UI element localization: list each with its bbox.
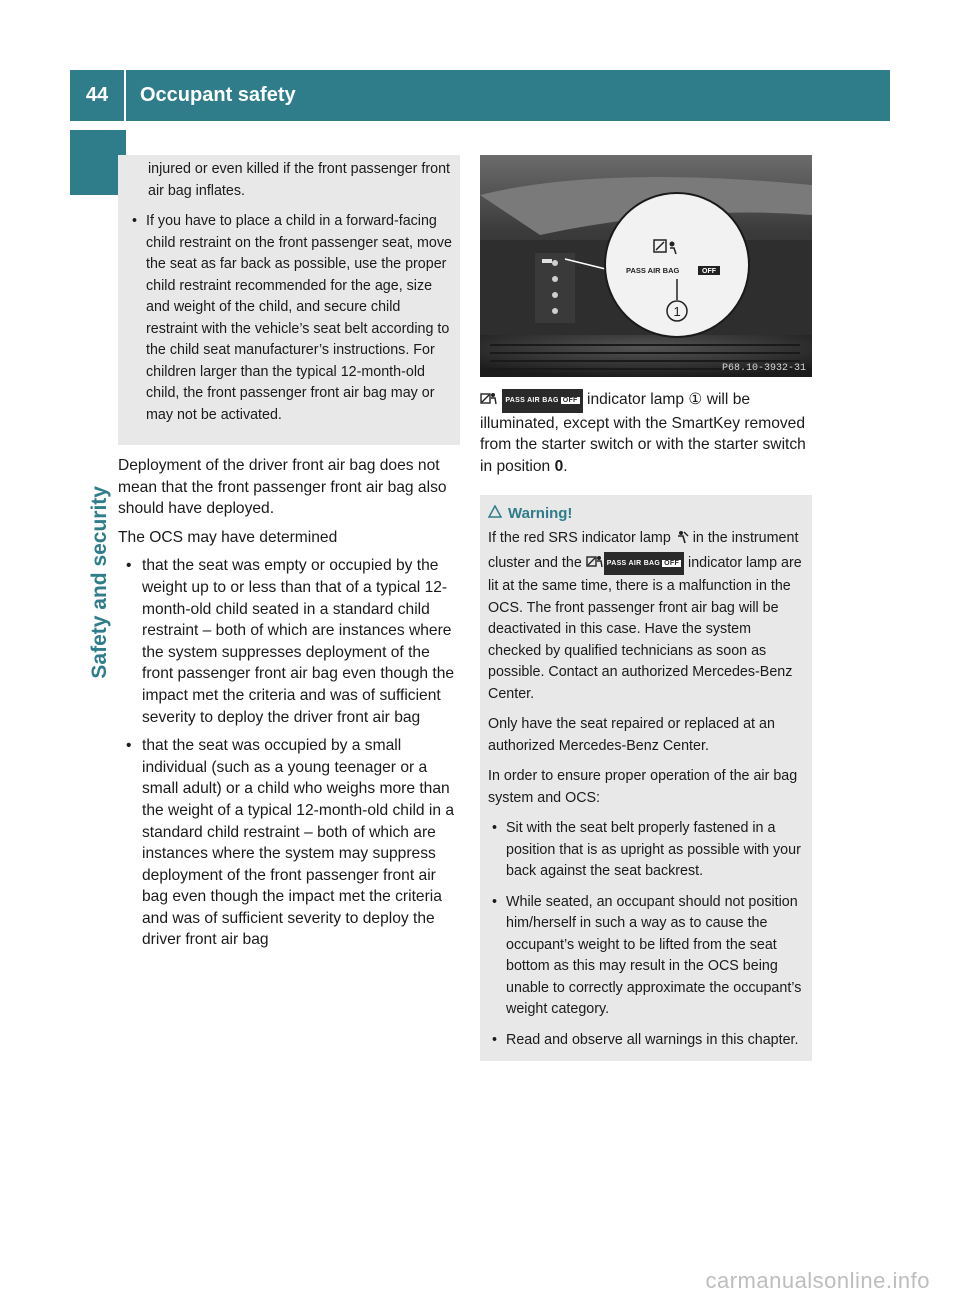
warning-paragraph: Only have the seat repaired or replaced at an authorized Mercedes-Benz Center. — [488, 716, 775, 754]
warning-box — [480, 495, 812, 1061]
pass-air-bag-off-icon: PASS AIR BAG OFF — [502, 389, 582, 413]
list-item: • that the seat was occupied by a small individual (such as a young teenager or a small adult) or a child who weighs more than the weight of a typical 12-month-old child in a standard child restraint – both of which are instances where the system may suppress deployment of the front passenger front air bag even though the impact met the criteria and was of sufficient severity to deploy the driver front air bag — [118, 735, 460, 951]
page-number: 44 — [70, 70, 126, 121]
indicator-paragraph: PASS AIR BAG OFF indicator lamp ① will be illuminated, except with the SmartKey removed from the starter switch or with the starter switch in position 0. — [480, 391, 806, 475]
warning-triangle-icon — [488, 505, 502, 522]
box-continued-text: injured or even killed if the front passenger front air bag inflates. — [148, 161, 450, 199]
callout-number: 1 — [673, 304, 681, 319]
warning-list-item: • Sit with the seat belt properly fastened in a position that is as upright as possible with your back against the seat backrest. — [492, 818, 804, 883]
warning-list-item: • While seated, an occupant should not position him/herself in such a way as to cause the occupant’s weight to be lifted from the seat bottom as this may result in the OCS being unable to correctly approximate the occupant’s weight category. — [492, 892, 804, 1021]
pass-air-bag-off-icon: PASS AIR BAG OFF — [604, 552, 684, 576]
callout-ref: ① — [688, 391, 703, 408]
warning-list-item: • Read and observe all warnings in this chapter. — [492, 1030, 804, 1052]
indicator-photo — [480, 155, 812, 377]
occupant-status-icon — [480, 391, 498, 413]
page-title: Occupant safety — [140, 84, 296, 106]
dashboard-illustration — [480, 155, 812, 377]
right-column — [480, 155, 812, 1061]
section-label: Safety and security — [88, 486, 111, 679]
watermark: carmanualsonline.info — [705, 1268, 930, 1293]
occupant-status-icon — [586, 555, 604, 577]
paragraph-ocs: The OCS may have determined — [118, 528, 338, 546]
warning-paragraph: If the red SRS indicator lamp in the instrument cluster and the PASS AIR BAG OFF indicator lamp are lit at the same time, there is a malfunction in the OCS. The front passenger front air bag will be deactivated in this case. Have the system checked by qualified technicians as soon as possible. Contact an authorized Mercedes-Benz Center. — [488, 530, 802, 702]
paragraph-deployment: Deployment of the driver front air bag does not mean that the front passenger front air bag also should have deployed. — [118, 457, 447, 518]
photo-label: PASS AIR BAG — [626, 266, 680, 275]
photo-off: OFF — [702, 268, 716, 275]
continued-warning-box — [118, 155, 460, 445]
left-column — [118, 155, 460, 958]
warning-heading: Warning! — [488, 505, 804, 522]
warning-paragraph: In order to ensure proper operation of the air bag system and OCS: — [488, 768, 798, 806]
list-item: • that the seat was empty or occupied by the weight up to or less than that of a typical 12-month-old child seated in a standard child restraint – both of which are instances where the system suppresses deployment of the front passenger front air bag even though the impact met the criteria and was of sufficient severity to deploy the driver front air bag — [118, 555, 460, 728]
box-bullet: • If you have to place a child in a forward-facing child restraint on the front passenger seat, move the seat as far back as possible, use the proper child restraint recommended for the age, size and weight of the child, and secure child restraint with the vehicle’s seat belt according to the child seat manufacturer’s instructions. For children larger than the typical 12-month-old child, the front passenger front air bag may or may not be activated. — [132, 211, 452, 426]
photo-code: P68.10-3932-31 — [721, 363, 806, 374]
srs-indicator-icon — [675, 530, 689, 552]
